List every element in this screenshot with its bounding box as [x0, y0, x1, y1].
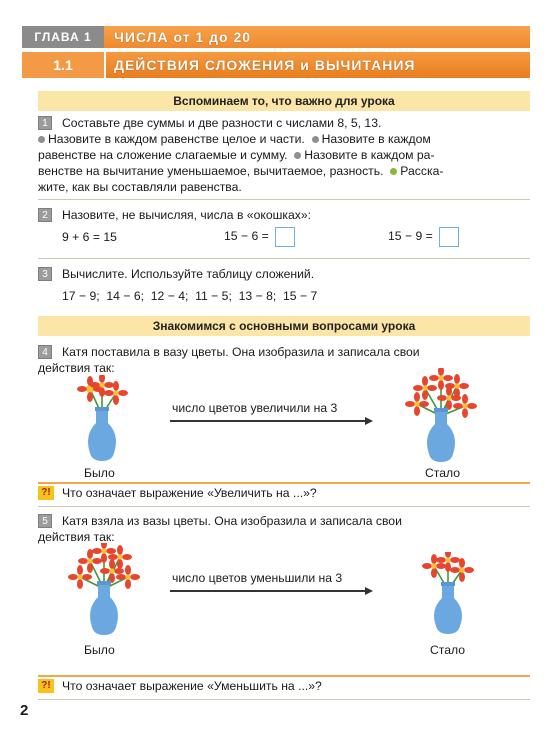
question-text: Что означает выражение «Уменьшить на ...»?: [62, 679, 322, 693]
label-before: Было: [84, 643, 115, 657]
vase-before-icon: [68, 543, 140, 639]
task-text: Составьте две суммы и две разности с числами 8, 5, 13.: [62, 116, 382, 130]
task-line: венстве на вычитание уменьшаемое, вычитаемое, разность. Расска-: [38, 164, 444, 178]
arrow-line: [170, 590, 366, 592]
expressions: 17 − 9; 14 − 6; 12 − 4; 11 − 5; 13 − 8; 15 − 7: [62, 289, 318, 303]
bullet-icon: [390, 168, 397, 175]
section-header: [22, 52, 530, 78]
section-number: 1.1: [22, 52, 106, 78]
divider: [38, 482, 530, 484]
task-text: Катя поставила в вазу цветы. Она изобразила и записала свои: [62, 345, 420, 359]
answer-box[interactable]: [275, 227, 295, 247]
chapter-header: [22, 26, 530, 48]
task-number: 2: [38, 208, 52, 222]
question-icon: ?!: [38, 486, 54, 500]
task-number: 1: [38, 116, 52, 130]
label-before: Было: [84, 466, 115, 480]
equation: 15 − 9 =: [388, 229, 433, 244]
arrow-label: число цветов увеличили на 3: [172, 401, 338, 415]
page-number: 2: [20, 702, 29, 719]
arrow-right-icon: [365, 587, 373, 595]
vase-after-icon: [405, 368, 477, 466]
question-icon: ?!: [38, 679, 54, 693]
bullet-icon: [312, 136, 319, 143]
divider: [38, 675, 530, 677]
task-number: 3: [38, 267, 52, 281]
task-2: [38, 207, 530, 253]
band-review: Вспоминаем то, что важно для урока: [38, 91, 530, 111]
answer-box[interactable]: [439, 227, 459, 247]
task-text: Назовите, не вычисляя, числа в «окошках»:: [62, 208, 312, 222]
band-intro: Знакомимся с основными вопросами урока: [38, 316, 530, 336]
task-text: Катя взяла из вазы цветы. Она изобразила и записала свои: [62, 514, 402, 528]
equation: 9 + 6 = 15: [62, 230, 117, 244]
divider: [38, 258, 530, 259]
arrow-line: [170, 420, 366, 422]
flower-icon: [77, 376, 103, 402]
divider: [38, 699, 530, 700]
task-line: жите, как вы составляли равенства.: [38, 180, 242, 194]
label-after: Стало: [430, 643, 466, 657]
question-text: Что означает выражение «Увеличить на ...»?: [62, 486, 317, 500]
arrow-right-icon: [365, 417, 373, 425]
chapter-label: ГЛАВА 1: [22, 26, 104, 48]
task-text: действия так:: [38, 530, 115, 544]
label-after: Стало: [425, 466, 461, 480]
task-text: действия так:: [38, 361, 115, 375]
task-text: Вычислите. Используйте таблицу сложений.: [62, 267, 315, 281]
task-line: равенстве на сложение слагаемые и сумму. Назовите в каждом ра-: [38, 148, 435, 162]
task-number: 5: [38, 514, 52, 528]
task-line: Назовите в каждом равенстве целое и части. Назовите в каждом: [38, 131, 532, 147]
section-title: ДЕЙСТВИЯ СЛОЖЕНИЯ и ВЫЧИТАНИЯ: [114, 57, 416, 73]
arrow-label: число цветов уменьшили на 3: [172, 571, 343, 585]
divider: [38, 506, 530, 507]
vase-before-icon: [72, 375, 132, 465]
bullet-icon: [294, 152, 301, 159]
chapter-title: ЧИСЛА от 1 до 20: [114, 29, 252, 45]
equation: 15 − 6 =: [224, 229, 269, 244]
task-number: 4: [38, 345, 52, 359]
divider: [38, 199, 530, 200]
vase-after-icon: [418, 552, 478, 638]
bullet-icon: [38, 136, 45, 143]
